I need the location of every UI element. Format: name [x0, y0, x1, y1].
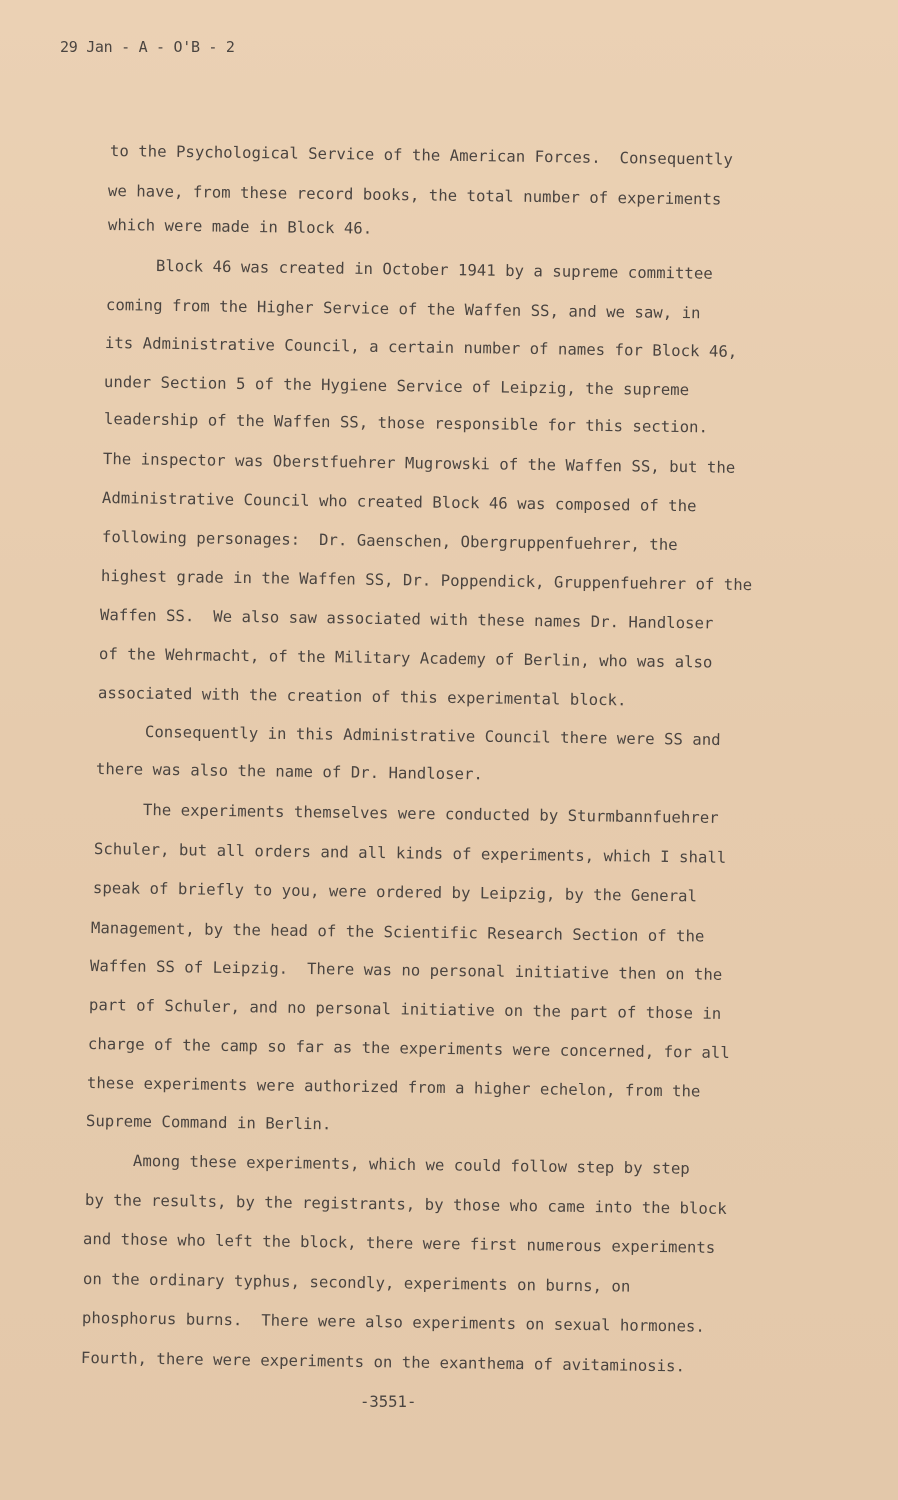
text-line: and those who left the block, there were first numerous experiments	[82, 1230, 716, 1257]
text-line: we have, from these record books, the total number of experiments	[107, 182, 722, 209]
text-line: speak of briefly to you, were ordered by Leipzig, by the General	[92, 879, 698, 906]
text-line: following personages: Dr. Gaenschen, Obergruppenfuehrer, the	[101, 528, 678, 555]
text-line: on the ordinary typhus, secondly, experiments on burns, on	[82, 1270, 631, 1296]
text-line: Among these experiments, which we could follow step by step	[132, 1152, 690, 1178]
text-line: Waffen SS of Leipzig. There was no personal initiative then on the	[89, 957, 723, 984]
text-line: there was also the name of Dr. Handloser.	[95, 760, 484, 784]
text-line: The inspector was Oberstfuehrer Mugrowski of the Waffen SS, but the	[102, 450, 736, 477]
text-line: The experiments themselves were conducted by Sturmbannfuehrer	[142, 801, 719, 828]
text-line: highest grade in the Waffen SS, Dr. Poppendick, Gruppenfuehrer of the	[100, 567, 753, 595]
text-line: charge of the camp so far as the experiments were concerned, for all	[87, 1035, 730, 1062]
text-line: coming from the Higher Service of the Waffen SS, and we saw, in	[105, 296, 701, 323]
page-number: -3551-	[360, 1393, 417, 1411]
text-line: phosphorus burns. There were also experiments on sexual hormones.	[81, 1309, 706, 1336]
text-line: Waffen SS. We also saw associated with these names Dr. Handloser	[99, 606, 714, 633]
text-line: associated with the creation of this experimental block.	[97, 684, 627, 710]
text-line: to the Psychological Service of the American Forces. Consequently	[109, 142, 734, 169]
text-line: Management, by the head of the Scientific Research Section of the	[90, 919, 705, 946]
text-line: these experiments were authorized from a higher echelon, from the	[86, 1074, 701, 1101]
text-line: Consequently in this Administrative Council there were SS and	[144, 723, 721, 750]
text-line: by the results, by the registrants, by those who came into the block	[84, 1191, 727, 1218]
text-line: of the Wehrmacht, of the Military Academy of Berlin, who was also	[98, 645, 713, 672]
text-line: Supreme Command in Berlin.	[85, 1112, 332, 1134]
text-line: Fourth, there were experiments on the exanthema of avitaminosis.	[80, 1349, 686, 1376]
text-line: Schuler, but all orders and all kinds of experiments, which I shall	[93, 840, 727, 867]
text-line: Administrative Council who created Block 46 was composed of the	[101, 489, 697, 516]
text-line: which were made in Block 46.	[107, 216, 373, 238]
text-line: part of Schuler, and no personal initiative on the part of those in	[88, 996, 722, 1023]
text-line: its Administrative Council, a certain number of names for Block 46,	[104, 334, 738, 361]
text-line: Block 46 was created in October 1941 by a supreme committee	[155, 257, 713, 283]
text-line: leadership of the Waffen SS, those responsible for this section.	[103, 410, 709, 437]
text-line: under Section 5 of the Hygiene Service of Leipzig, the supreme	[103, 373, 690, 400]
page-header-reference: 29 Jan - A - O'B - 2	[60, 38, 235, 56]
